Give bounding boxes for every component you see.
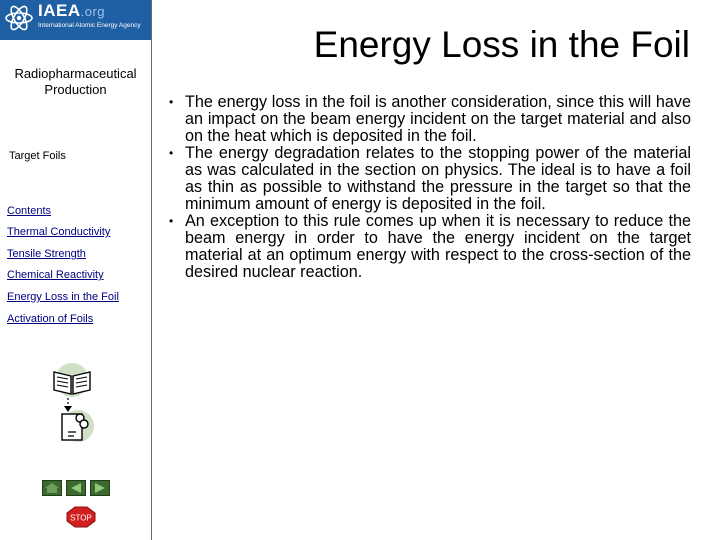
- bullet-text: The energy degradation relates to the stopping power of the material as was calculated in the section on physics. The ideal is to have a foil as thin as possible to withstand the pressure in the target so that the minimum amount of energy is deposited in the foil.: [185, 144, 691, 213]
- bullet-marker: •: [169, 95, 174, 109]
- triangle-left-icon: [67, 481, 85, 495]
- section-title: Radiopharmaceutical Production: [14, 66, 137, 97]
- stop-label: STOP: [70, 513, 92, 523]
- stop-button[interactable]: [66, 506, 96, 528]
- bullet-text: An exception to this rule comes up when it is necessary to reduce the beam energy in order to have the energy incident on the target material at an optimum energy with respect to the cross-section of the desired nuclear reaction.: [185, 212, 691, 281]
- subsection-label: Target Foils: [9, 150, 66, 162]
- iaea-logo[interactable]: [0, 0, 151, 40]
- home-icon: [43, 481, 61, 495]
- nav-link-tensile-strength[interactable]: Tensile Strength: [7, 248, 86, 260]
- previous-button[interactable]: [66, 480, 86, 496]
- triangle-right-icon: [91, 481, 109, 495]
- logo-subtitle: International Atomic Energy Agency: [38, 22, 141, 29]
- bullet-text: The energy loss in the foil is another consideration, since this will have an impact on the beam energy incident on the target material and also on the heat which is deposited in the foil.: [185, 93, 691, 145]
- logo-text: IAEA.org: [38, 1, 106, 20]
- home-button[interactable]: [42, 480, 62, 496]
- bullet-marker: •: [169, 214, 174, 228]
- slide-title: Energy Loss in the Foil: [313, 24, 690, 65]
- book-tools-illustration-icon: [44, 362, 100, 444]
- next-button[interactable]: [90, 480, 110, 496]
- stop-sign-icon: [66, 506, 96, 528]
- contents-heading[interactable]: Contents: [7, 205, 52, 217]
- bullet-item: [169, 94, 691, 145]
- nav-link-thermal-conductivity[interactable]: Thermal Conductivity: [7, 226, 111, 238]
- nav-link-energy-loss[interactable]: Energy Loss in the Foil: [7, 291, 119, 303]
- bullet-marker: •: [169, 146, 174, 160]
- atom-emblem-icon: [4, 3, 34, 33]
- nav-link-activation-of-foils[interactable]: Activation of Foils: [7, 313, 94, 325]
- bullet-list: [169, 94, 691, 281]
- bullet-item: [169, 213, 691, 281]
- bullet-item: [169, 145, 691, 213]
- sidebar: [0, 0, 152, 540]
- nav-link-chemical-reactivity[interactable]: Chemical Reactivity: [7, 269, 104, 281]
